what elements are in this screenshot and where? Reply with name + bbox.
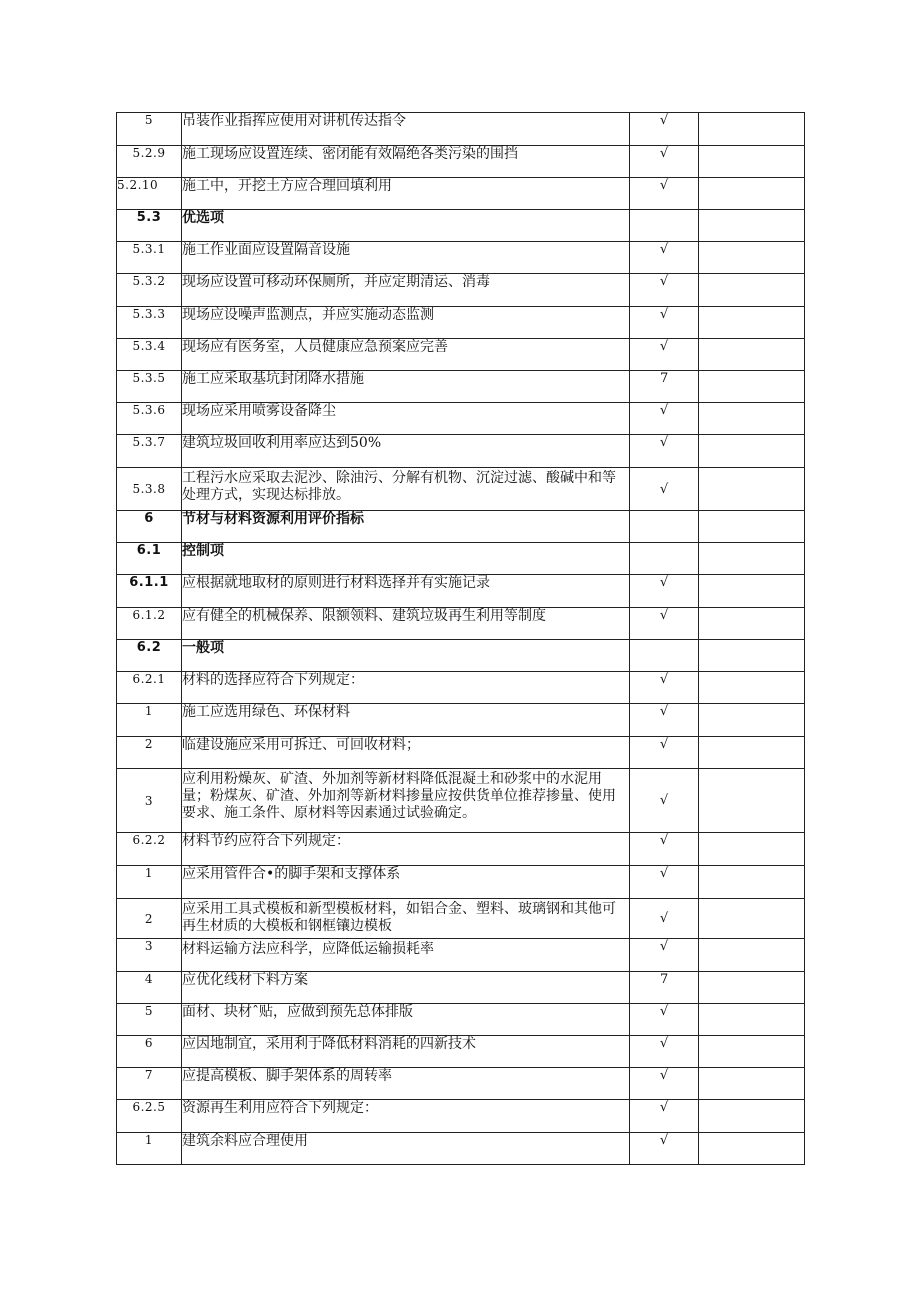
item-text: 材料的选择应符合下列规定： xyxy=(182,672,630,704)
remark-cell xyxy=(699,972,805,1004)
check-mark: √ xyxy=(630,307,699,339)
table-row xyxy=(117,939,805,972)
table-row xyxy=(117,575,805,608)
check-mark: √ xyxy=(630,608,699,640)
item-text: 应根据就地取材的原则进行材料选择并有实施记录 xyxy=(182,575,630,608)
check-mark: √ xyxy=(630,468,699,511)
table-row xyxy=(117,769,805,833)
check-mark: √ xyxy=(630,1036,699,1068)
check-mark: √ xyxy=(630,1133,699,1165)
item-number: 5.3.5 xyxy=(117,371,182,403)
check-mark xyxy=(630,210,699,242)
check-mark: √ xyxy=(630,866,699,899)
remark-cell xyxy=(699,435,805,468)
remark-cell xyxy=(699,371,805,403)
item-number: 5.3.6 xyxy=(117,403,182,435)
item-number: 6.2.5 xyxy=(117,1100,182,1133)
item-text: 建筑余料应合理使用 xyxy=(182,1133,630,1165)
item-text: 材料运输方法应科学，应降低运输损耗率 xyxy=(182,939,630,972)
remark-cell xyxy=(699,1068,805,1100)
remark-cell xyxy=(699,704,805,737)
check-mark: √ xyxy=(630,178,699,210)
table-row xyxy=(117,866,805,899)
item-text: 现场应设置可移动环保厕所，并应定期清运、消毒 xyxy=(182,274,630,307)
remark-cell xyxy=(699,1133,805,1165)
remark-cell xyxy=(699,833,805,866)
remark-cell xyxy=(699,468,805,511)
table-row xyxy=(117,339,805,371)
item-number: 5.3.3 xyxy=(117,307,182,339)
section-title: 一般项 xyxy=(182,640,630,672)
table-row xyxy=(117,371,805,403)
remark-cell xyxy=(699,608,805,640)
check-mark: 7 xyxy=(630,972,699,1004)
check-mark xyxy=(630,640,699,672)
item-text: 应利用粉燥灰、矿渣、外加剂等新材料降低混凝土和砂浆中的水泥用量；粉煤灰、矿渣、外加剂等新材料掺量应按供货单位推荐掺量、使用要求、施工条件、原材料等因素通过试验确定。 xyxy=(182,769,630,833)
remark-cell xyxy=(699,769,805,833)
remark-cell xyxy=(699,210,805,242)
check-mark: √ xyxy=(630,1068,699,1100)
item-number: 5.3.7 xyxy=(117,435,182,468)
table-row xyxy=(117,274,805,307)
table-row xyxy=(117,972,805,1004)
item-text: 面材、块材ˆ贴，应做到预先总体排版 xyxy=(182,1004,630,1036)
section-number: 6 xyxy=(117,511,182,543)
item-number: 5.2.10 xyxy=(117,178,182,210)
table-row xyxy=(117,435,805,468)
remark-cell xyxy=(699,178,805,210)
item-number: 5 xyxy=(117,113,182,146)
remark-cell xyxy=(699,1004,805,1036)
item-text: 应提高模板、脚手架体系的周转率 xyxy=(182,1068,630,1100)
evaluation-table xyxy=(116,112,805,1165)
table-row xyxy=(117,737,805,769)
item-number: 2 xyxy=(117,899,182,939)
check-mark: √ xyxy=(630,403,699,435)
check-mark: √ xyxy=(630,939,699,972)
item-text: 现场应采用喷雾设备降尘 xyxy=(182,403,630,435)
item-text: 应采用工具式模板和新型模板材料，如铝合金、塑料、玻璃钢和其他可再生材质的大模板和钢框镶边模板 xyxy=(182,899,630,939)
item-number: 7 xyxy=(117,1068,182,1100)
remark-cell xyxy=(699,939,805,972)
item-text: 施工应选用绿色、环保材料 xyxy=(182,704,630,737)
item-number: 5.3.2 xyxy=(117,274,182,307)
check-mark: √ xyxy=(630,769,699,833)
remark-cell xyxy=(699,866,805,899)
check-mark: √ xyxy=(630,339,699,371)
table-row xyxy=(117,704,805,737)
remark-cell xyxy=(699,113,805,146)
item-number: 6.1.1 xyxy=(117,575,182,608)
item-number: 4 xyxy=(117,972,182,1004)
item-number: 6 xyxy=(117,1036,182,1068)
item-text: 应有健全的机械保养、限额领料、建筑垃圾再生利用等制度 xyxy=(182,608,630,640)
item-number: 3 xyxy=(117,769,182,833)
item-text: 建筑垃圾回收利用率应达到50% xyxy=(182,435,630,468)
remark-cell xyxy=(699,575,805,608)
table-row xyxy=(117,672,805,704)
item-text: 临建设施应采用可拆迁、可回收材料； xyxy=(182,737,630,769)
table-row xyxy=(117,1133,805,1165)
item-number: 3 xyxy=(117,939,182,972)
table-row xyxy=(117,403,805,435)
item-number: 1 xyxy=(117,866,182,899)
table-row xyxy=(117,113,805,146)
check-mark: √ xyxy=(630,242,699,274)
item-text: 施工中，开挖土方应合理回填利用 xyxy=(182,178,630,210)
table-row xyxy=(117,178,805,210)
section-header-row xyxy=(117,210,805,242)
item-number: 5.3.1 xyxy=(117,242,182,274)
item-number: 6.2.2 xyxy=(117,833,182,866)
remark-cell xyxy=(699,274,805,307)
table-row xyxy=(117,899,805,939)
section-number: 6.2 xyxy=(117,640,182,672)
item-text: 应优化线材下料方案 xyxy=(182,972,630,1004)
section-title: 节材与材料资源利用评价指标 xyxy=(182,511,630,543)
check-mark: √ xyxy=(630,899,699,939)
check-mark xyxy=(630,511,699,543)
remark-cell xyxy=(699,307,805,339)
section-header-row xyxy=(117,543,805,575)
section-number: 5.3 xyxy=(117,210,182,242)
remark-cell xyxy=(699,339,805,371)
check-mark: √ xyxy=(630,737,699,769)
item-text: 资源再生利用应符合下列规定： xyxy=(182,1100,630,1133)
item-text: 工程污水应采取去泥沙、除油污、分解有机物、沉淀过滤、酸碱中和等处理方式，实现达标排放。 xyxy=(182,468,630,511)
remark-cell xyxy=(699,403,805,435)
item-number: 1 xyxy=(117,1133,182,1165)
check-mark: √ xyxy=(630,146,699,178)
item-text: 施工作业面应设置隔音设施 xyxy=(182,242,630,274)
item-number: 6.2.1 xyxy=(117,672,182,704)
item-text: 吊装作业指挥应使用对讲机传达指令 xyxy=(182,113,630,146)
check-mark: 7 xyxy=(630,371,699,403)
check-mark: √ xyxy=(630,435,699,468)
section-header-row xyxy=(117,511,805,543)
remark-cell xyxy=(699,899,805,939)
item-text: 施工应采取基坑封闭降水措施 xyxy=(182,371,630,403)
remark-cell xyxy=(699,640,805,672)
table-row xyxy=(117,833,805,866)
remark-cell xyxy=(699,242,805,274)
section-header-row xyxy=(117,640,805,672)
remark-cell xyxy=(699,146,805,178)
table-row xyxy=(117,146,805,178)
item-text: 材料节约应符合下列规定： xyxy=(182,833,630,866)
check-mark: √ xyxy=(630,1100,699,1133)
table-row xyxy=(117,1068,805,1100)
table-row xyxy=(117,242,805,274)
check-mark: √ xyxy=(630,833,699,866)
check-mark: √ xyxy=(630,704,699,737)
section-number: 6.1 xyxy=(117,543,182,575)
remark-cell xyxy=(699,672,805,704)
table-row xyxy=(117,1100,805,1133)
check-mark: √ xyxy=(630,575,699,608)
section-title: 优选项 xyxy=(182,210,630,242)
check-mark: √ xyxy=(630,113,699,146)
item-text: 应因地制宜，采用利于降低材料消耗的四新技术 xyxy=(182,1036,630,1068)
item-number: 5.3.4 xyxy=(117,339,182,371)
check-mark: √ xyxy=(630,672,699,704)
item-number: 5 xyxy=(117,1004,182,1036)
table-row xyxy=(117,468,805,511)
item-number: 6.1.2 xyxy=(117,608,182,640)
check-mark: √ xyxy=(630,1004,699,1036)
item-text: 应采用管件合•的脚手架和支撑体系 xyxy=(182,866,630,899)
item-number: 5.3.8 xyxy=(117,468,182,511)
item-number: 5.2.9 xyxy=(117,146,182,178)
section-title: 控制项 xyxy=(182,543,630,575)
item-number: 1 xyxy=(117,704,182,737)
check-mark xyxy=(630,543,699,575)
remark-cell xyxy=(699,511,805,543)
table-row xyxy=(117,608,805,640)
item-number: 2 xyxy=(117,737,182,769)
table-row xyxy=(117,307,805,339)
item-text: 现场应有医务室，人员健康应急预案应完善 xyxy=(182,339,630,371)
remark-cell xyxy=(699,1036,805,1068)
table-row xyxy=(117,1036,805,1068)
table-row xyxy=(117,1004,805,1036)
item-text: 施工现场应设置连续、密闭能有效隔绝各类污染的围挡 xyxy=(182,146,630,178)
item-text: 现场应设噪声监测点，并应实施动态监测 xyxy=(182,307,630,339)
remark-cell xyxy=(699,737,805,769)
check-mark: √ xyxy=(630,274,699,307)
remark-cell xyxy=(699,543,805,575)
remark-cell xyxy=(699,1100,805,1133)
